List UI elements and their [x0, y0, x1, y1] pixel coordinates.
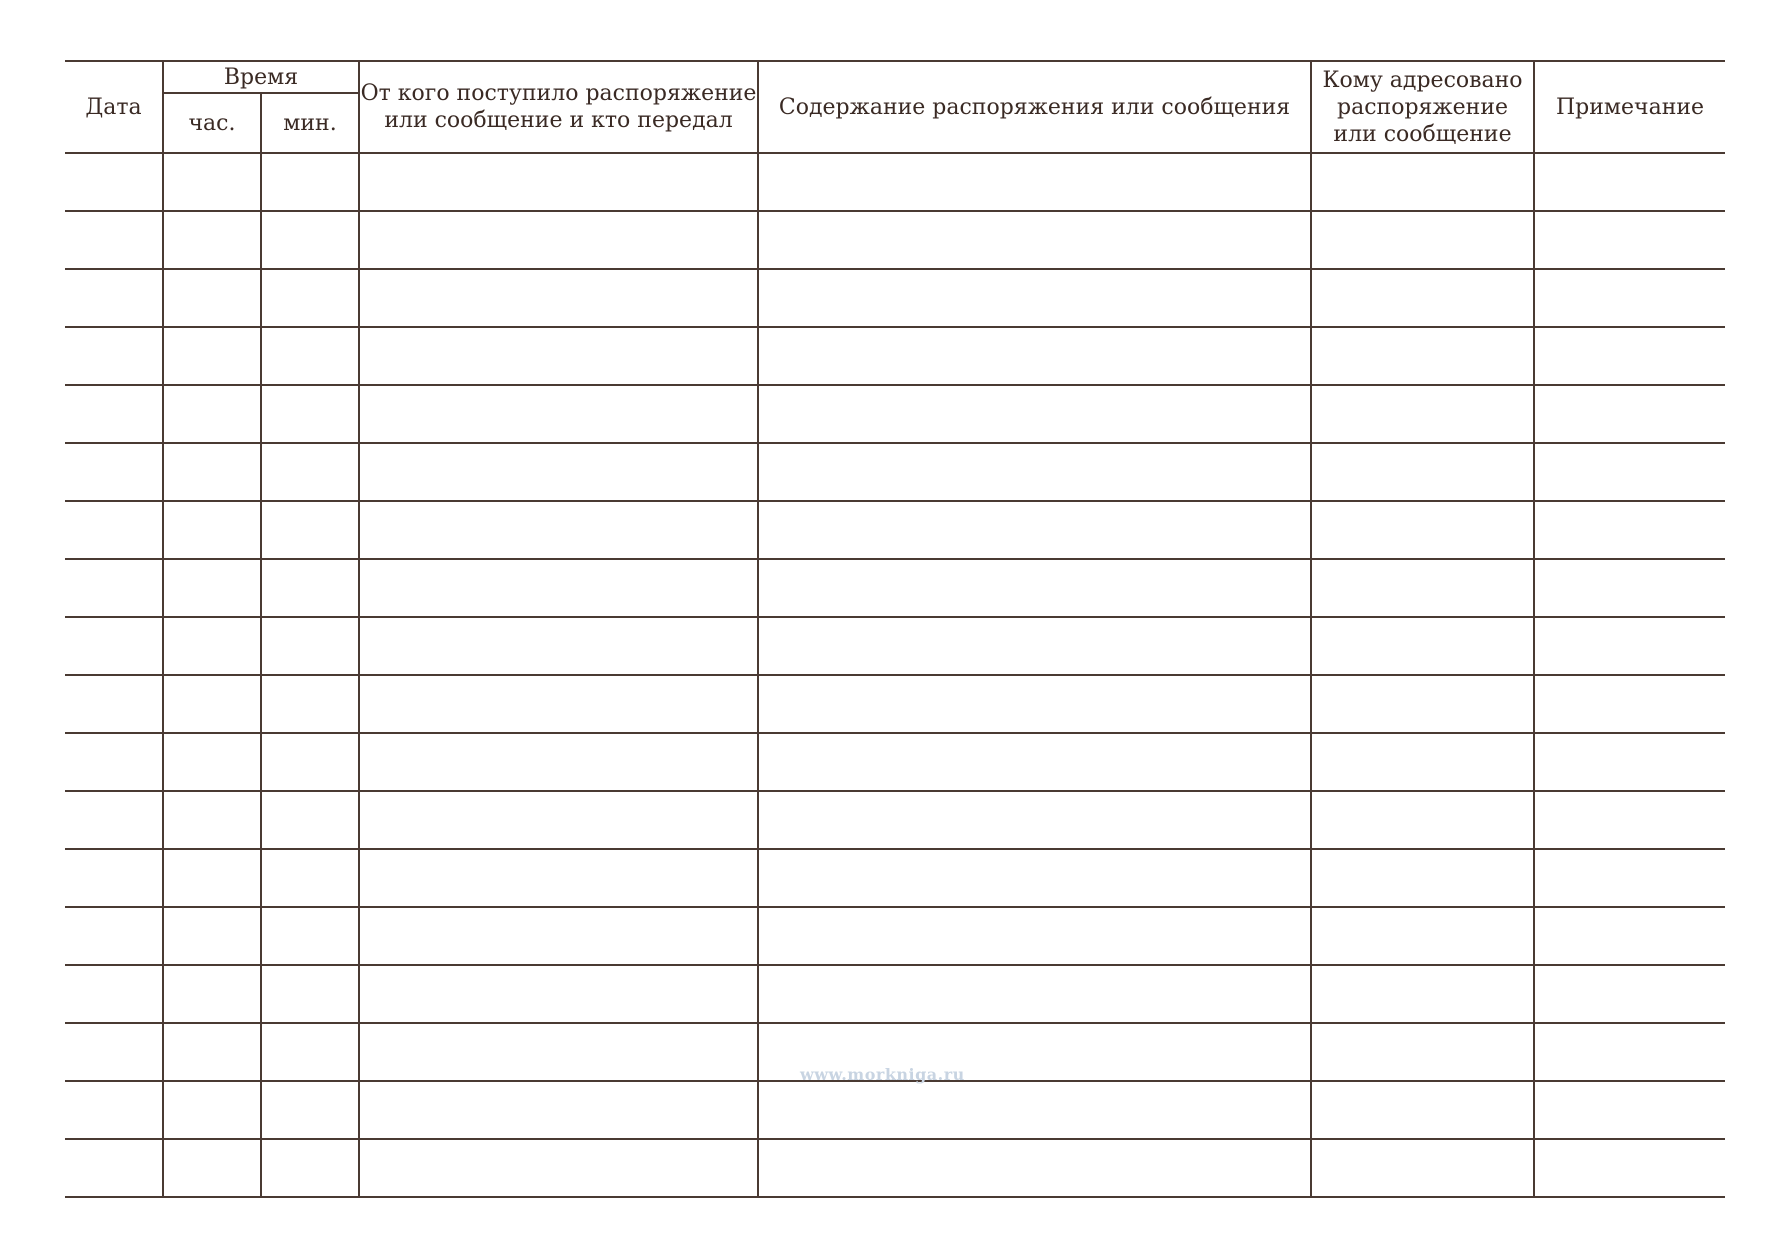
header-date: Дата: [65, 61, 163, 153]
cell-hour[interactable]: [163, 675, 261, 733]
header-content: Содержание распоряжения или сообщения: [758, 61, 1311, 153]
header-to-line2: распоряжение: [1337, 94, 1509, 120]
cell-from[interactable]: [359, 443, 758, 501]
cell-date[interactable]: [65, 559, 163, 617]
cell-date[interactable]: [65, 443, 163, 501]
header-to-line1: Кому адресовано: [1322, 67, 1523, 93]
log-rows: [65, 153, 1725, 1197]
cell-hour[interactable]: [163, 1023, 261, 1081]
cell-date[interactable]: [65, 791, 163, 849]
cell-note[interactable]: [1534, 443, 1725, 501]
table-row: [65, 965, 1725, 1023]
cell-from[interactable]: [359, 1023, 758, 1081]
cell-note[interactable]: [1534, 501, 1725, 559]
cell-content[interactable]: [758, 385, 1311, 443]
cell-minute[interactable]: [261, 733, 359, 791]
cell-to[interactable]: [1311, 1023, 1534, 1081]
cell-from[interactable]: [359, 1081, 758, 1139]
cell-from[interactable]: [359, 153, 758, 211]
header-from-line1: От кого поступило распоряжение: [360, 81, 757, 106]
cell-note[interactable]: [1534, 1081, 1725, 1139]
cell-hour[interactable]: [163, 849, 261, 907]
cell-note[interactable]: [1534, 675, 1725, 733]
cell-from[interactable]: [359, 327, 758, 385]
table-row: [65, 443, 1725, 501]
cell-note[interactable]: [1534, 211, 1725, 269]
cell-to[interactable]: [1311, 269, 1534, 327]
table-row: [65, 327, 1725, 385]
cell-to[interactable]: [1311, 211, 1534, 269]
cell-note[interactable]: [1534, 907, 1725, 965]
cell-note[interactable]: [1534, 733, 1725, 791]
cell-minute[interactable]: [261, 327, 359, 385]
table-row: [65, 733, 1725, 791]
log-table: [65, 60, 1725, 1198]
cell-date[interactable]: [65, 733, 163, 791]
cell-minute[interactable]: [261, 443, 359, 501]
cell-date[interactable]: [65, 849, 163, 907]
header-minute: мин.: [261, 93, 359, 153]
cell-hour[interactable]: [163, 907, 261, 965]
header-time: Время: [163, 61, 359, 93]
table-row: [65, 675, 1725, 733]
table-row: [65, 849, 1725, 907]
cell-content[interactable]: [758, 849, 1311, 907]
header-hour: час.: [163, 93, 261, 153]
cell-content[interactable]: [758, 965, 1311, 1023]
cell-note[interactable]: [1534, 385, 1725, 443]
cell-minute[interactable]: [261, 1081, 359, 1139]
cell-date[interactable]: [65, 1081, 163, 1139]
table-row: [65, 269, 1725, 327]
cell-to[interactable]: [1311, 501, 1534, 559]
cell-minute[interactable]: [261, 965, 359, 1023]
cell-note[interactable]: [1534, 269, 1725, 327]
table-row: [65, 791, 1725, 849]
cell-note[interactable]: [1534, 559, 1725, 617]
table-row: [65, 1081, 1725, 1139]
cell-date[interactable]: [65, 675, 163, 733]
cell-minute[interactable]: [261, 153, 359, 211]
cell-content[interactable]: [758, 269, 1311, 327]
header-to: [1311, 61, 1534, 153]
cell-minute[interactable]: [261, 791, 359, 849]
cell-date[interactable]: [65, 269, 163, 327]
cell-hour[interactable]: [163, 385, 261, 443]
cell-minute[interactable]: [261, 501, 359, 559]
cell-from[interactable]: [359, 849, 758, 907]
cell-minute[interactable]: [261, 907, 359, 965]
cell-from[interactable]: [359, 965, 758, 1023]
cell-content[interactable]: [758, 733, 1311, 791]
cell-to[interactable]: [1311, 907, 1534, 965]
cell-to[interactable]: [1311, 443, 1534, 501]
cell-hour[interactable]: [163, 153, 261, 211]
cell-to[interactable]: [1311, 675, 1534, 733]
cell-content[interactable]: [758, 1139, 1311, 1197]
cell-hour[interactable]: [163, 327, 261, 385]
table-row: [65, 617, 1725, 675]
table-row: [65, 153, 1725, 211]
cell-hour[interactable]: [163, 269, 261, 327]
cell-date[interactable]: [65, 907, 163, 965]
cell-content[interactable]: [758, 443, 1311, 501]
cell-to[interactable]: [1311, 849, 1534, 907]
cell-date[interactable]: [65, 1139, 163, 1197]
cell-minute[interactable]: [261, 849, 359, 907]
cell-content[interactable]: [758, 559, 1311, 617]
cell-minute[interactable]: [261, 617, 359, 675]
cell-content[interactable]: [758, 327, 1311, 385]
cell-from[interactable]: [359, 269, 758, 327]
cell-hour[interactable]: [163, 559, 261, 617]
cell-to[interactable]: [1311, 617, 1534, 675]
header-from: [359, 61, 758, 153]
log-form: [65, 60, 1725, 1198]
cell-date[interactable]: [65, 327, 163, 385]
cell-minute[interactable]: [261, 211, 359, 269]
table-row: [65, 211, 1725, 269]
cell-note[interactable]: [1534, 153, 1725, 211]
cell-content[interactable]: [758, 211, 1311, 269]
watermark: www.morkniga.ru: [800, 1065, 965, 1084]
cell-content[interactable]: [758, 675, 1311, 733]
cell-from[interactable]: [359, 733, 758, 791]
cell-content[interactable]: [758, 791, 1311, 849]
cell-date[interactable]: [65, 501, 163, 559]
header-note: Примечание: [1534, 61, 1725, 153]
cell-date[interactable]: [65, 965, 163, 1023]
cell-hour[interactable]: [163, 501, 261, 559]
table-row: [65, 907, 1725, 965]
cell-minute[interactable]: [261, 675, 359, 733]
cell-to[interactable]: [1311, 1081, 1534, 1139]
cell-content[interactable]: [758, 153, 1311, 211]
cell-from[interactable]: [359, 907, 758, 965]
cell-note[interactable]: [1534, 791, 1725, 849]
cell-content[interactable]: [758, 1081, 1311, 1139]
cell-from[interactable]: [359, 559, 758, 617]
cell-to[interactable]: [1311, 733, 1534, 791]
cell-from[interactable]: [359, 211, 758, 269]
cell-to[interactable]: [1311, 327, 1534, 385]
cell-hour[interactable]: [163, 211, 261, 269]
cell-content[interactable]: [758, 617, 1311, 675]
cell-note[interactable]: [1534, 1139, 1725, 1197]
cell-date[interactable]: [65, 153, 163, 211]
cell-to[interactable]: [1311, 965, 1534, 1023]
cell-date[interactable]: [65, 211, 163, 269]
cell-from[interactable]: [359, 501, 758, 559]
cell-minute[interactable]: [261, 1023, 359, 1081]
cell-hour[interactable]: [163, 443, 261, 501]
cell-to[interactable]: [1311, 559, 1534, 617]
cell-from[interactable]: [359, 1139, 758, 1197]
cell-from[interactable]: [359, 617, 758, 675]
cell-from[interactable]: [359, 791, 758, 849]
cell-minute[interactable]: [261, 1139, 359, 1197]
cell-note[interactable]: [1534, 1023, 1725, 1081]
cell-minute[interactable]: [261, 559, 359, 617]
header-to-line3: или сообщение: [1333, 121, 1512, 147]
table-row: [65, 1139, 1725, 1197]
cell-hour[interactable]: [163, 1081, 261, 1139]
cell-date[interactable]: [65, 385, 163, 443]
header-from-line2: или сообщение и кто передал: [384, 108, 733, 133]
cell-hour[interactable]: [163, 733, 261, 791]
cell-note[interactable]: [1534, 327, 1725, 385]
table-row: [65, 559, 1725, 617]
cell-hour[interactable]: [163, 617, 261, 675]
table-row: [65, 385, 1725, 443]
cell-to[interactable]: [1311, 153, 1534, 211]
cell-date[interactable]: [65, 617, 163, 675]
cell-note[interactable]: [1534, 849, 1725, 907]
cell-minute[interactable]: [261, 385, 359, 443]
cell-hour[interactable]: [163, 791, 261, 849]
cell-note[interactable]: [1534, 617, 1725, 675]
cell-hour[interactable]: [163, 965, 261, 1023]
cell-minute[interactable]: [261, 269, 359, 327]
cell-content[interactable]: [758, 907, 1311, 965]
cell-to[interactable]: [1311, 385, 1534, 443]
cell-from[interactable]: [359, 385, 758, 443]
cell-content[interactable]: [758, 501, 1311, 559]
cell-to[interactable]: [1311, 1139, 1534, 1197]
cell-note[interactable]: [1534, 965, 1725, 1023]
cell-to[interactable]: [1311, 791, 1534, 849]
cell-hour[interactable]: [163, 1139, 261, 1197]
cell-date[interactable]: [65, 1023, 163, 1081]
table-row: [65, 501, 1725, 559]
cell-from[interactable]: [359, 675, 758, 733]
